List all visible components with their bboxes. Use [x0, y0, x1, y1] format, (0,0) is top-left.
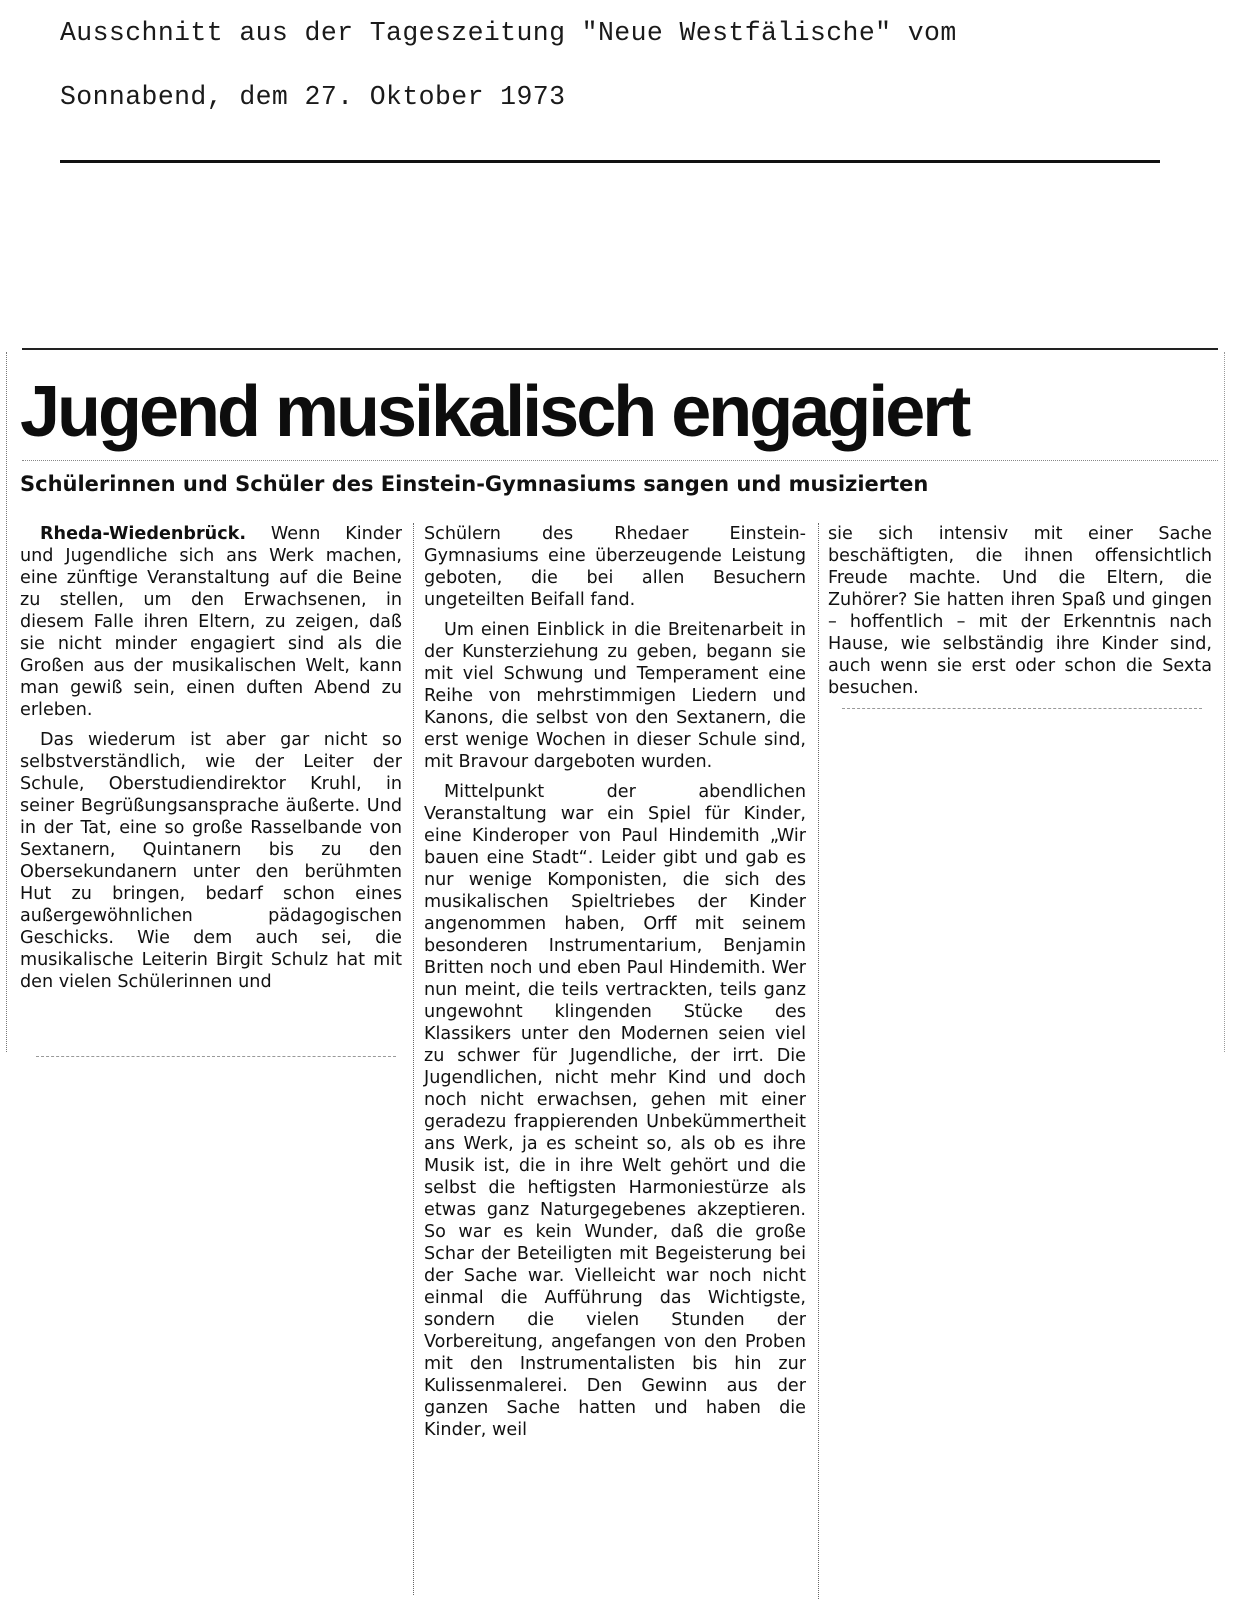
column-divider-1 — [413, 523, 415, 1595]
article-paragraph: Um einen Einblick in die Breitenarbeit in der Kunsterziehung zu geben, begann sie mit viel Schwung und Temperament eine Reihe von mehrstimmigen Liedern und Kanons, die selbst von den Sextanern, die erst wenige Wochen in dieser Schule sind, mit Bravour dargeboten wurden. — [424, 620, 806, 772]
article-paragraph: Schülern des Rhedaer Einstein-Gymnasiums eine überzeugende Leistung geboten, die bei allen Besuchern ungeteilten Beifall fand. — [424, 524, 806, 610]
article-paragraph: Das wiederum ist aber gar nicht so selbstverständlich, wie der Leiter der Schule, Oberstudiendirektor Kruhl, in seiner Begrüßungsansprache äußerte. Und in der Tat, eine so große Rasselbande von Sextanern, Quintanern bis zu den Obersekundanern unter den berühmten Hut zu bringen, bedarf schon eines außergewöhnlichen pädagogischen Geschicks. Wie dem auch sei, die musikalische Leiterin Birgit Schulz hat mit den vielen Schülerinnen und — [20, 730, 402, 992]
clipping-left-edge — [6, 352, 8, 1052]
column-divider-2 — [818, 523, 820, 1599]
archive-note-line-2: Sonnabend, dem 27. Oktober 1973 — [60, 82, 566, 112]
article-paragraph: Mittelpunkt der abendlichen Veranstaltung war ein Spiel für Kinder, eine Kinderoper von Paul Hindemith „Wir bauen eine Stadt“. Leider gibt und gab es nur wenige Komponisten, die sich des musikalischen Spieltriebes der Kinder angenommen haben, Orff mit seinem besonderen Instrumentarium, Benjamin Britten noch und eben Paul Hindemith. Wer nun meint, die teils vertrackten, teils ganz ungewohnt klingenden Stücke des Klassikers unter den Modernen seien viel zu schwer für Jugendliche, der irrt. Die Jugendlichen, nicht mehr Kind und doch noch nicht erwachsen, gehen mit einer geradezu frappierenden Unbekümmertheit ans Werk, ja es scheint so, als ob es ihre Musik ist, die in ihre Welt gehört und die selbst die heftigsten Harmoniestürze als etwas ganz Naturgegebenes akzeptieren. So war es kein Wunder, daß die große Schar der Beteiligten mit Begeisterung bei der Sache war. Vielleicht war noch nicht einmal die Aufführung das Wichtigste, sondern die vielen Stunden der Vorbereitung, angefangen von den Proben mit den Instrumentalisten bis hin zur Kulissenmalerei. Den Gewinn aus der ganzen Sache hatten und haben die Kinder, weil — [424, 782, 806, 1440]
article-paragraph: sie sich intensiv mit einer Sache beschäftigten, die ihnen offensichtlich Freude machte. Und die Eltern, die Zuhörer? Sie hatten ihren Spaß und gingen – hoffentlich – mit der Erkenntnis nach Hause, wie selbständig ihre Kinder sind, auch wenn sie erst oder schon die Sexta besuchen. — [828, 524, 1212, 698]
article-dateline: Rheda-Wiedenbrück. — [40, 524, 247, 544]
article-headline: Jugend musikalisch engagiert — [20, 372, 969, 452]
newspaper-clipping — [6, 348, 1230, 1600]
clipping-right-edge — [1224, 352, 1226, 1052]
article-column-1 — [20, 523, 402, 1001]
article-column-2 — [424, 523, 806, 1449]
clipping-top-rule — [22, 348, 1218, 350]
paragraph-text: Wenn Kinder und Jugendliche sich ans Werk machen, eine zünftige Veranstaltung auf die Beine zu stellen, um den Erwachsenen, in diesem Falle ihren Eltern, zu zeigen, daß sie nicht minder engagiert sind als die Großen aus der musikalischen Welt, kann man gewiß sein, einen duften Abend zu erleben. — [20, 524, 402, 720]
subheadline-rule — [22, 460, 1218, 462]
article-paragraph — [20, 523, 402, 721]
archive-note-line-1: Ausschnitt aus der Tageszeitung "Neue Westfälische" vom — [60, 18, 957, 48]
header-divider — [60, 160, 1160, 163]
column-end-rule — [36, 1056, 396, 1058]
article-column-3 — [828, 523, 1212, 707]
article-subheadline: Schülerinnen und Schüler des Einstein-Gymnasiums sangen und musizierten — [20, 472, 929, 496]
column-end-rule — [842, 708, 1202, 710]
